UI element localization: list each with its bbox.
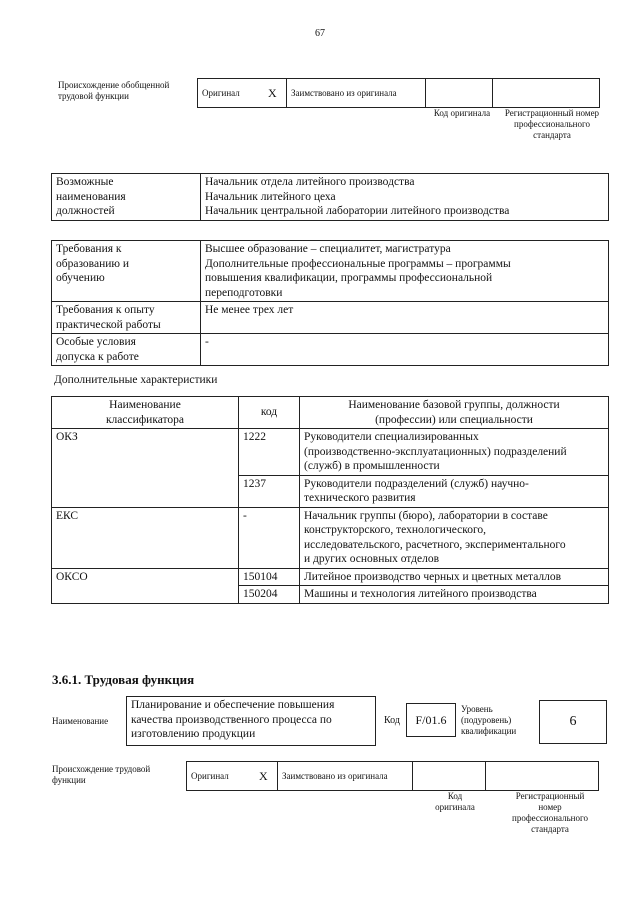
function-name-value: Планирование и обеспечение повышения качества производственного процесса по изготовлению продукции [126,696,376,746]
table-row: ОКСО 150104 Литейное производство черных и цветных металлов [52,568,609,586]
original-cell: Оригинал [187,762,256,791]
reg-number-cell [493,79,600,108]
code-original-caption: Код оригинала [435,791,475,812]
origin-generalized-label: Происхождение обобщенной трудовой функции [58,80,170,101]
function-heading: 3.6.1. Трудовая функция [52,672,195,687]
function-code-label: Код [384,715,400,726]
origin-function-label: Происхождение трудовой функции [52,764,151,785]
table-row: 150204 Машины и технология литейного производства [52,586,609,604]
origin-function-table [186,761,599,791]
reg-number-caption: Регистрационный номер профессионального стандарта [504,108,600,140]
table-row: ЕКС - Начальник группы (бюро), лаборатории в составе конструкторского, технологического, исследовательского, расчетного, экспериментального и других основных отделов [52,507,609,568]
origin-generalized-table [197,78,600,108]
requirement-experience: Требования к опыту практической работы Не менее трех лет [52,302,609,334]
reg-number-cell [486,762,599,791]
borrowed-cell: Заимствовано из оригинала [278,762,413,791]
additional-table [51,396,609,604]
function-name-label: Наименование [52,716,109,726]
function-level-value: 6 [539,700,607,744]
original-cell: Оригинал [198,79,265,108]
original-mark: X [264,79,287,108]
table-row: ОКЗ 1222 Руководители специализированных (производственно-эксплуатационных) подразделений (служб) в промышленности [52,429,609,476]
additional-heading: Дополнительные характеристики [54,374,218,386]
original-mark: X [255,762,278,791]
reg-number-caption: Регистрационный номер профессионального стандарта [512,791,588,834]
requirement-education: Требования к образованию и обучению Высшее образование – специалитет, магистратура Дополнительные профессиональные программы – программы повышения квалификации, программы профессиональной переподготовки [52,241,609,302]
code-original-caption: Код оригинала [433,108,491,118]
function-level-label: Уровень (подуровень) квалификации [461,704,517,736]
page-number: 67 [315,28,325,39]
code-original-cell [426,79,493,108]
positions-table [51,173,609,221]
positions-values: Начальник отдела литейного производства Начальник литейного цеха Начальник центральной лаборатории литейного производства [201,174,609,221]
requirement-special: Особые условия допуска к работе - [52,334,609,366]
requirements-table [51,240,609,366]
borrowed-cell: Заимствовано из оригинала [287,79,426,108]
positions-label: Возможные наименования должностей [52,174,201,221]
code-original-cell [413,762,486,791]
function-code-value: F/01.6 [406,703,456,737]
additional-header-row: Наименование классификатора код Наименование базовой группы, должности (профессии) или специальности [52,397,609,429]
table-row: 1237 Руководители подразделений (служб) научно- технического развития [52,475,609,507]
